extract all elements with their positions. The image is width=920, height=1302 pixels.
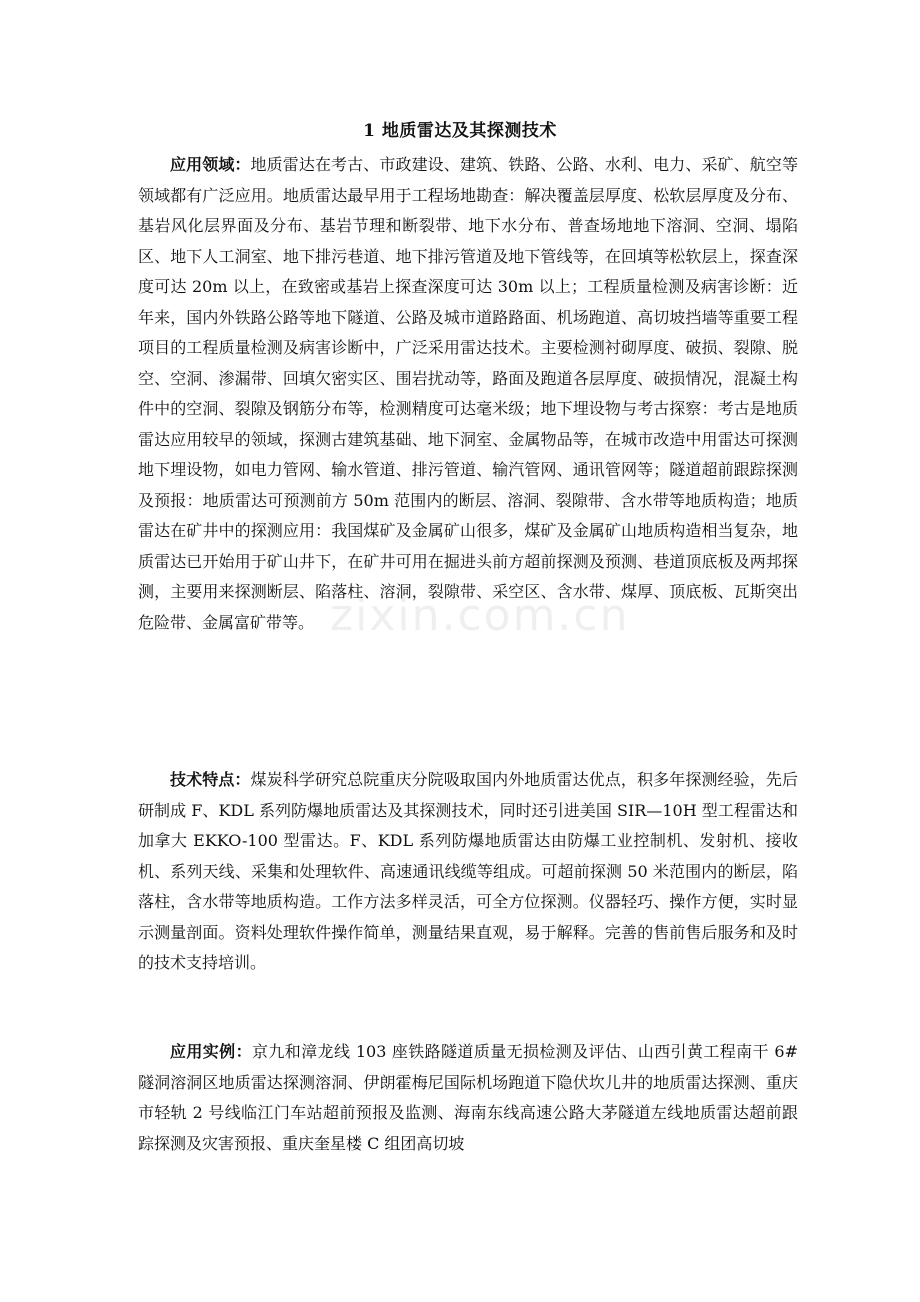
site-watermark: zixin.com.cn bbox=[330, 590, 630, 641]
paragraph-text: 地质雷达在考古、市政建设、建筑、铁路、公路、水利、电力、采矿、航空等领域都有广泛应用。地质雷达最早用于工程场地勘查：解决覆盖层厚度、松软层厚度及分布、基岩风化层界面及分布、基岩节理和断裂带、地下水分布、普查场地地下溶洞、空洞、塌陷区、地下人工洞室、地下排污巷道、地下排污管道及地下管线等，在回填等松软层上，探查深度可达 20m 以上，在致密或基岩上探查深度可达 30m 以上；工程质量检测及病害诊断：近年来，国内外铁路公路等地下隧道、公路及城市道路路面、机场跑道、高切坡挡墙等重要工程项目的工程质量检测及病害诊断中，广泛采用雷达技术。主要检测衬砌厚度、破损、裂隙、脱空、空洞、渗漏带、回填欠密实区、围岩扰动等，路面及跑道各层厚度、破损情况，混凝土构件中的空洞、裂隙及钢筋分布等，检测精度可达毫米级；地下埋设物与考古探察：考古是地质雷达应用较早的领域，探测古建筑基础、地下洞室、金属物品等，在城市改造中用雷达可探测地下埋设物，如电力管网、输水管道、排污管道、输汽管网、通讯管网等；隧道超前跟踪探测及预报：地质雷达可预测前方 50m 范围内的断层、溶洞、裂隙带、含水带等地质构造；地质雷达在矿井中的探测应用：我国煤矿及金属矿山很多，煤矿及金属矿山地质构造相当复杂，地质雷达已开始用于矿山井下，在矿井可用在掘进头前方超前探测及预测、巷道顶底板及两邦探测，主要用来探测断层、陷落柱、溶洞，裂隙带、采空区、含水带、煤厚、顶底板、瓦斯突出危险带、金属富矿带等。 bbox=[138, 155, 798, 632]
paragraph-technical-features bbox=[138, 765, 798, 979]
paragraph-text: 煤炭科学研究总院重庆分院吸取国内外地质雷达优点，积多年探测经验，先后研制成 F、KDL 系列防爆地质雷达及其探测技术，同时还引进美国 SIR—10H 型工程雷达和加拿大 EKKO-100 型雷达。F、KDL 系列防爆地质雷达由防爆工业控制机、发射机、接收机、系列天线、采集和处理软件、高速通讯线缆等组成。可超前探测 50 米范围内的断层，陷落柱，含水带等地质构造。工作方法多样灵活，可全方位探测。仪器轻巧、操作方便，实时显示测量剖面。资料处理软件操作简单，测量结果直观，易于解释。完善的售前售后服务和及时的技术支持培训。 bbox=[138, 770, 798, 972]
paragraph-application-fields bbox=[138, 150, 798, 638]
paragraph-lead: 应用实例： bbox=[170, 1042, 252, 1061]
paragraph-lead: 技术特点： bbox=[170, 770, 251, 789]
paragraph-lead: 应用领域： bbox=[170, 155, 251, 174]
paragraph-application-examples bbox=[138, 1037, 798, 1159]
document-title: 1 地质雷达及其探测技术 bbox=[363, 121, 557, 141]
paragraph-text: 京九和漳龙线 103 座铁路隧道质量无损检测及评估、山西引黄工程南干 6#隧洞溶洞区地质雷达探测溶洞、伊朗霍梅尼国际机场跑道下隐伏坎儿井的地质雷达探测、重庆市轻轨 2 号线临江门车站超前预报及监测、海南东线高速公路大茅隧道左线地质雷达超前跟踪探测及灾害预报、重庆奎星楼 C 组团高切坡 bbox=[138, 1042, 798, 1153]
